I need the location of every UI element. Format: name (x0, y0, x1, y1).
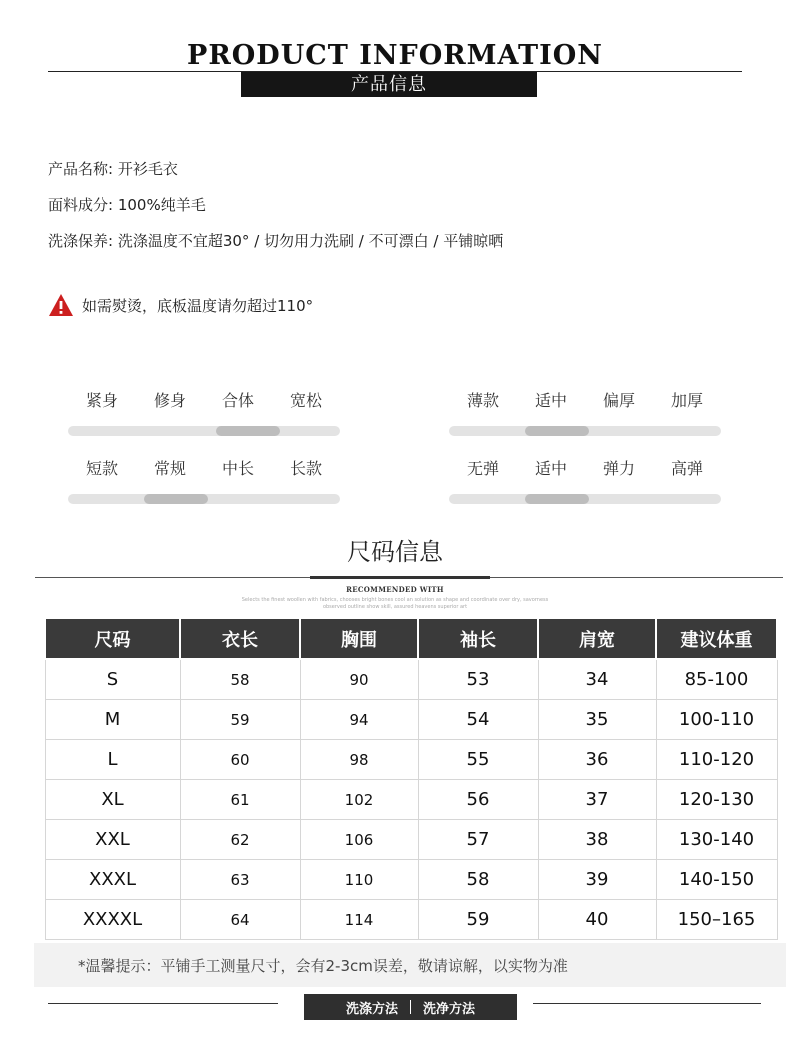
scale-option: 无弹 (466, 459, 499, 478)
info-value: 洗涤温度不宜超30° / 切勿用力洗刷 / 不可漂白 / 平铺晾晒 (117, 232, 504, 250)
size-table-row (45, 860, 777, 900)
scale-track (449, 426, 721, 436)
size-table-row (45, 659, 777, 700)
size-table (44, 617, 778, 940)
measurement-cell: 61 (180, 780, 300, 820)
measurement-cell: 120-130 (656, 780, 777, 820)
scale-track (449, 494, 721, 504)
footer-divider-right (533, 1003, 761, 1004)
measurement-cell: 53 (418, 659, 538, 700)
measurement-cell: 60 (180, 740, 300, 780)
title-english: PRODUCT INFORMATION (187, 40, 603, 71)
scale-thickness (449, 388, 721, 438)
fine-print: Selects the finest woollen with fabrics, chooses bright bones cool an solution as shape and coordinate over dry, savorness (241, 597, 549, 603)
info-label: 产品名称: (48, 160, 114, 178)
header-cell: 肩宽 (538, 618, 656, 659)
measurement-cell: 98 (300, 740, 418, 780)
scale-option: 高弹 (670, 459, 703, 478)
scale-option: 偏厚 (602, 391, 635, 410)
size-label-cell: L (45, 740, 180, 780)
scale-fit (68, 388, 340, 438)
measurement-cell: 57 (418, 820, 538, 860)
measurement-cell: 35 (538, 700, 656, 740)
info-product-name (48, 158, 178, 179)
scale-elasticity (449, 456, 721, 506)
measurement-cell: 39 (538, 860, 656, 900)
size-table-row (45, 900, 777, 940)
fine-print: observed outline show skill, assured heavens superior art (322, 604, 468, 610)
size-table-header (45, 618, 777, 659)
size-divider-accent (310, 576, 490, 579)
cleaning-label: 洗净方法 (423, 1001, 476, 1017)
recommended-caption: RECOMMENDED WITH (346, 585, 444, 594)
washing-label: 洗涤方法 (345, 1001, 398, 1017)
scale-indicator (144, 494, 208, 504)
measurement-cell: 34 (538, 659, 656, 700)
size-table-row (45, 820, 777, 860)
scale-option: 合体 (221, 391, 254, 410)
size-label-cell: M (45, 700, 180, 740)
measurement-cell: 58 (418, 860, 538, 900)
measurement-cell: 58 (180, 659, 300, 700)
info-value: 100%纯羊毛 (117, 196, 206, 214)
scale-option: 适中 (534, 391, 567, 410)
measurement-cell: 110 (300, 860, 418, 900)
measurement-cell: 140-150 (656, 860, 777, 900)
measurement-cell: 130-140 (656, 820, 777, 860)
measurement-cell: 62 (180, 820, 300, 860)
measurement-cell: 90 (300, 659, 418, 700)
scale-option: 短款 (85, 459, 118, 478)
measurement-cell: 63 (180, 860, 300, 900)
measurement-cell: 59 (418, 900, 538, 940)
scale-track (68, 494, 340, 504)
measurement-cell: 37 (538, 780, 656, 820)
header-cell: 建议体重 (656, 618, 777, 659)
measurement-cell: 64 (180, 900, 300, 940)
measurement-tip: *温馨提示：平铺手工测量尺寸，会有2-3cm误差，敬请谅解，以实物为准 (78, 957, 568, 975)
scale-option: 中长 (221, 459, 254, 478)
ironing-warning (48, 292, 313, 318)
size-label-cell: S (45, 659, 180, 700)
scale-indicator (216, 426, 280, 436)
separator (410, 1000, 411, 1014)
size-table-row (45, 780, 777, 820)
scale-option: 宽松 (289, 391, 322, 410)
measurement-cell: 36 (538, 740, 656, 780)
warning-text: 如需熨烫，底板温度请勿超过110° (82, 296, 314, 315)
size-label-cell: XXL (45, 820, 180, 860)
scale-length (68, 456, 340, 506)
scale-option: 长款 (289, 459, 322, 478)
measurement-cell: 102 (300, 780, 418, 820)
warning-triangle-icon (48, 293, 74, 317)
measurement-cell: 110-120 (656, 740, 777, 780)
measurement-cell: 54 (418, 700, 538, 740)
scale-track (68, 426, 340, 436)
info-label: 洗涤保养: (48, 232, 114, 250)
size-table-row (45, 700, 777, 740)
info-fabric (48, 194, 206, 215)
scale-indicator (525, 426, 589, 436)
scale-option: 紧身 (85, 391, 118, 410)
size-table-row (45, 740, 777, 780)
measurement-cell: 94 (300, 700, 418, 740)
size-label-cell: XXXL (45, 860, 180, 900)
measurement-cell: 114 (300, 900, 418, 940)
scale-option: 常规 (153, 459, 186, 478)
scale-option: 加厚 (670, 391, 703, 410)
scale-option: 适中 (534, 459, 567, 478)
info-value: 开衫毛衣 (117, 160, 178, 178)
header-cell: 衣长 (180, 618, 300, 659)
size-label-cell: XL (45, 780, 180, 820)
footer-divider-left (48, 1003, 278, 1004)
header-cell: 尺码 (45, 618, 180, 659)
measurement-cell: 106 (300, 820, 418, 860)
measurement-cell: 40 (538, 900, 656, 940)
size-label-cell: XXXXL (45, 900, 180, 940)
header-cell: 胸围 (300, 618, 418, 659)
scale-option: 弹力 (602, 459, 635, 478)
scale-option: 薄款 (466, 391, 499, 410)
info-label: 面料成分: (48, 196, 114, 214)
title-chinese: 产品信息 (241, 72, 537, 97)
scale-indicator (525, 494, 589, 504)
info-care (48, 230, 503, 251)
header-cell: 袖长 (418, 618, 538, 659)
measurement-cell: 56 (418, 780, 538, 820)
size-section-title: 尺码信息 (347, 538, 443, 566)
washing-method-banner (304, 994, 517, 1020)
measurement-cell: 55 (418, 740, 538, 780)
scale-option: 修身 (153, 391, 186, 410)
measurement-cell: 38 (538, 820, 656, 860)
measurement-cell: 59 (180, 700, 300, 740)
measurement-cell: 150–165 (656, 900, 777, 940)
measurement-cell: 100-110 (656, 700, 777, 740)
measurement-cell: 85-100 (656, 659, 777, 700)
